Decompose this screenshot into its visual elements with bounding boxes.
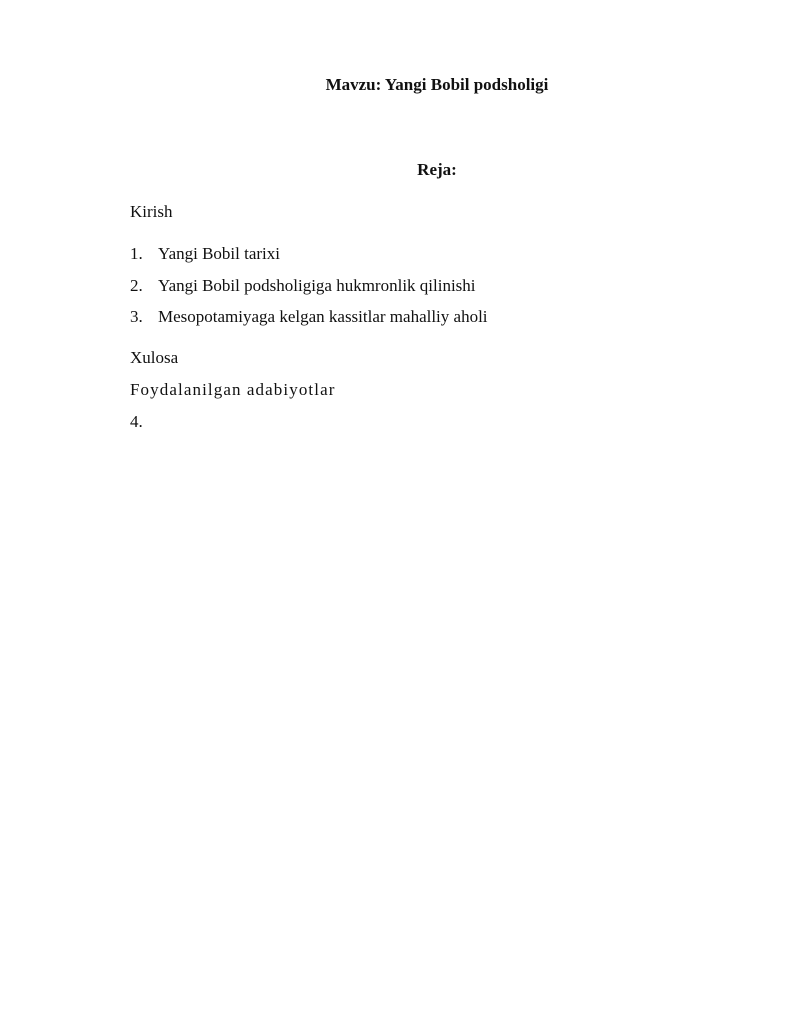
introduction-line: Kirish	[130, 202, 173, 221]
list-item-text: Yangi Bobil podsholigiga hukmronlik qilinishi	[158, 275, 476, 295]
list-item-number: 3.	[130, 307, 143, 326]
list-item	[130, 275, 488, 307]
list-item-text: Yangi Bobil tarixi	[158, 244, 281, 263]
list-item	[130, 306, 488, 338]
list-item-number: 2.	[130, 275, 143, 295]
list-item-number: 1.	[130, 244, 143, 263]
list-item-text: Mesopotamiyaga kelgan kassitlar mahalliy aholi	[158, 307, 488, 326]
plan-heading: Reja:	[417, 160, 457, 179]
list-item	[130, 243, 488, 275]
plan-list	[130, 243, 488, 338]
trailing-number: 4.	[130, 412, 143, 431]
document-title: Mavzu: Yangi Bobil podsholigi	[325, 75, 549, 94]
conclusion-line: Xulosa	[130, 348, 179, 367]
references-line: Foydalanilgan adabiyotlar	[130, 380, 336, 399]
